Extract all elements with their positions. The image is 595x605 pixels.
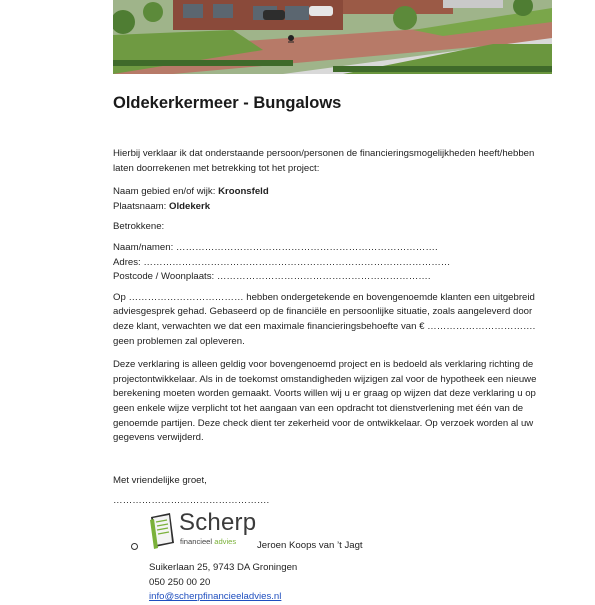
logo-tagline bbox=[180, 537, 236, 546]
field-address: Adres: …………………………………………………………………………………… bbox=[113, 256, 451, 268]
signature-line: …………………………………………. bbox=[113, 495, 270, 507]
signature-block bbox=[128, 509, 558, 603]
field-name: Naam/namen: ………………………………………………………………………. bbox=[113, 241, 438, 253]
letter-body bbox=[113, 147, 553, 509]
project-area-label: Naam gebied en/of wijk: bbox=[113, 186, 219, 198]
contact-name: Jeroen Koops van ’t Jagt bbox=[257, 540, 363, 551]
consultation-paragraph: Op ……………………………… hebben ondergetekende en bovengenoemde klanten een uitgebreid adviesgesprek gehad. Gebaseerd op de financiële en persoonlijke situatie, zoals aangeleverd door deze klant, verwachten we dat een maximale financieringsbehoefte van € ……………………………. geen problemen zal opleveren. bbox=[113, 291, 536, 347]
contact-email-link[interactable]: info@scherpfinancieeladvies.nl bbox=[149, 591, 282, 603]
validity-paragraph: Deze verklaring is alleen geldig voor bovengenoemd project en is bedoeld als verklaring richting de projectontwikkelaar. Als in de toekomst omstandigheden wijzigen zal voor de hypotheek een nieuwe berekening moeten worden gemaakt. Voorts willen wij u er graag op wijzen dat deze verklaring u op geen enkele wijze verplicht tot het aangaan van een opdracht tot dienstverlening met één van de genoemde partijen. Deze check dient ter zekerheid voor de ontwikkelaar. Op verzoek worden al uw gegevens verwijderd. bbox=[113, 359, 537, 444]
project-place-label: Plaatsnaam: bbox=[113, 200, 169, 212]
project-area-value: Kroonsfeld bbox=[218, 186, 269, 198]
project-place-value: Oldekerk bbox=[169, 200, 211, 212]
header-photo bbox=[113, 0, 552, 74]
contact-details bbox=[149, 561, 297, 605]
contact-address: Suikerlaan 25, 9743 DA Groningen bbox=[149, 562, 298, 573]
closing-text: Met vriendelijke groet, bbox=[113, 474, 207, 486]
document-title: Oldekerkermeer - Bungalows bbox=[113, 94, 342, 112]
project-place-line bbox=[113, 200, 553, 215]
project-area-line bbox=[113, 185, 553, 200]
bullet-icon bbox=[131, 543, 138, 550]
document-icon bbox=[148, 512, 178, 550]
logo-tagline-a: financieel bbox=[180, 537, 213, 546]
contact-phone[interactable]: 050 250 00 20 bbox=[149, 576, 211, 588]
intro-paragraph: Hierbij verklaar ik dat onderstaande persoon/personen de financieringsmogelijkheden heeft/hebben laten doorrekenen met betrekking tot het project: bbox=[113, 148, 535, 174]
logo-wordmark: Scherp bbox=[179, 509, 257, 536]
company-logo bbox=[148, 509, 257, 552]
field-postcode: Postcode / Woonplaats: …………………………………………………………. bbox=[113, 271, 431, 283]
logo-tagline-b: advies bbox=[214, 537, 237, 546]
involved-heading: Betrokkene: bbox=[113, 221, 165, 233]
